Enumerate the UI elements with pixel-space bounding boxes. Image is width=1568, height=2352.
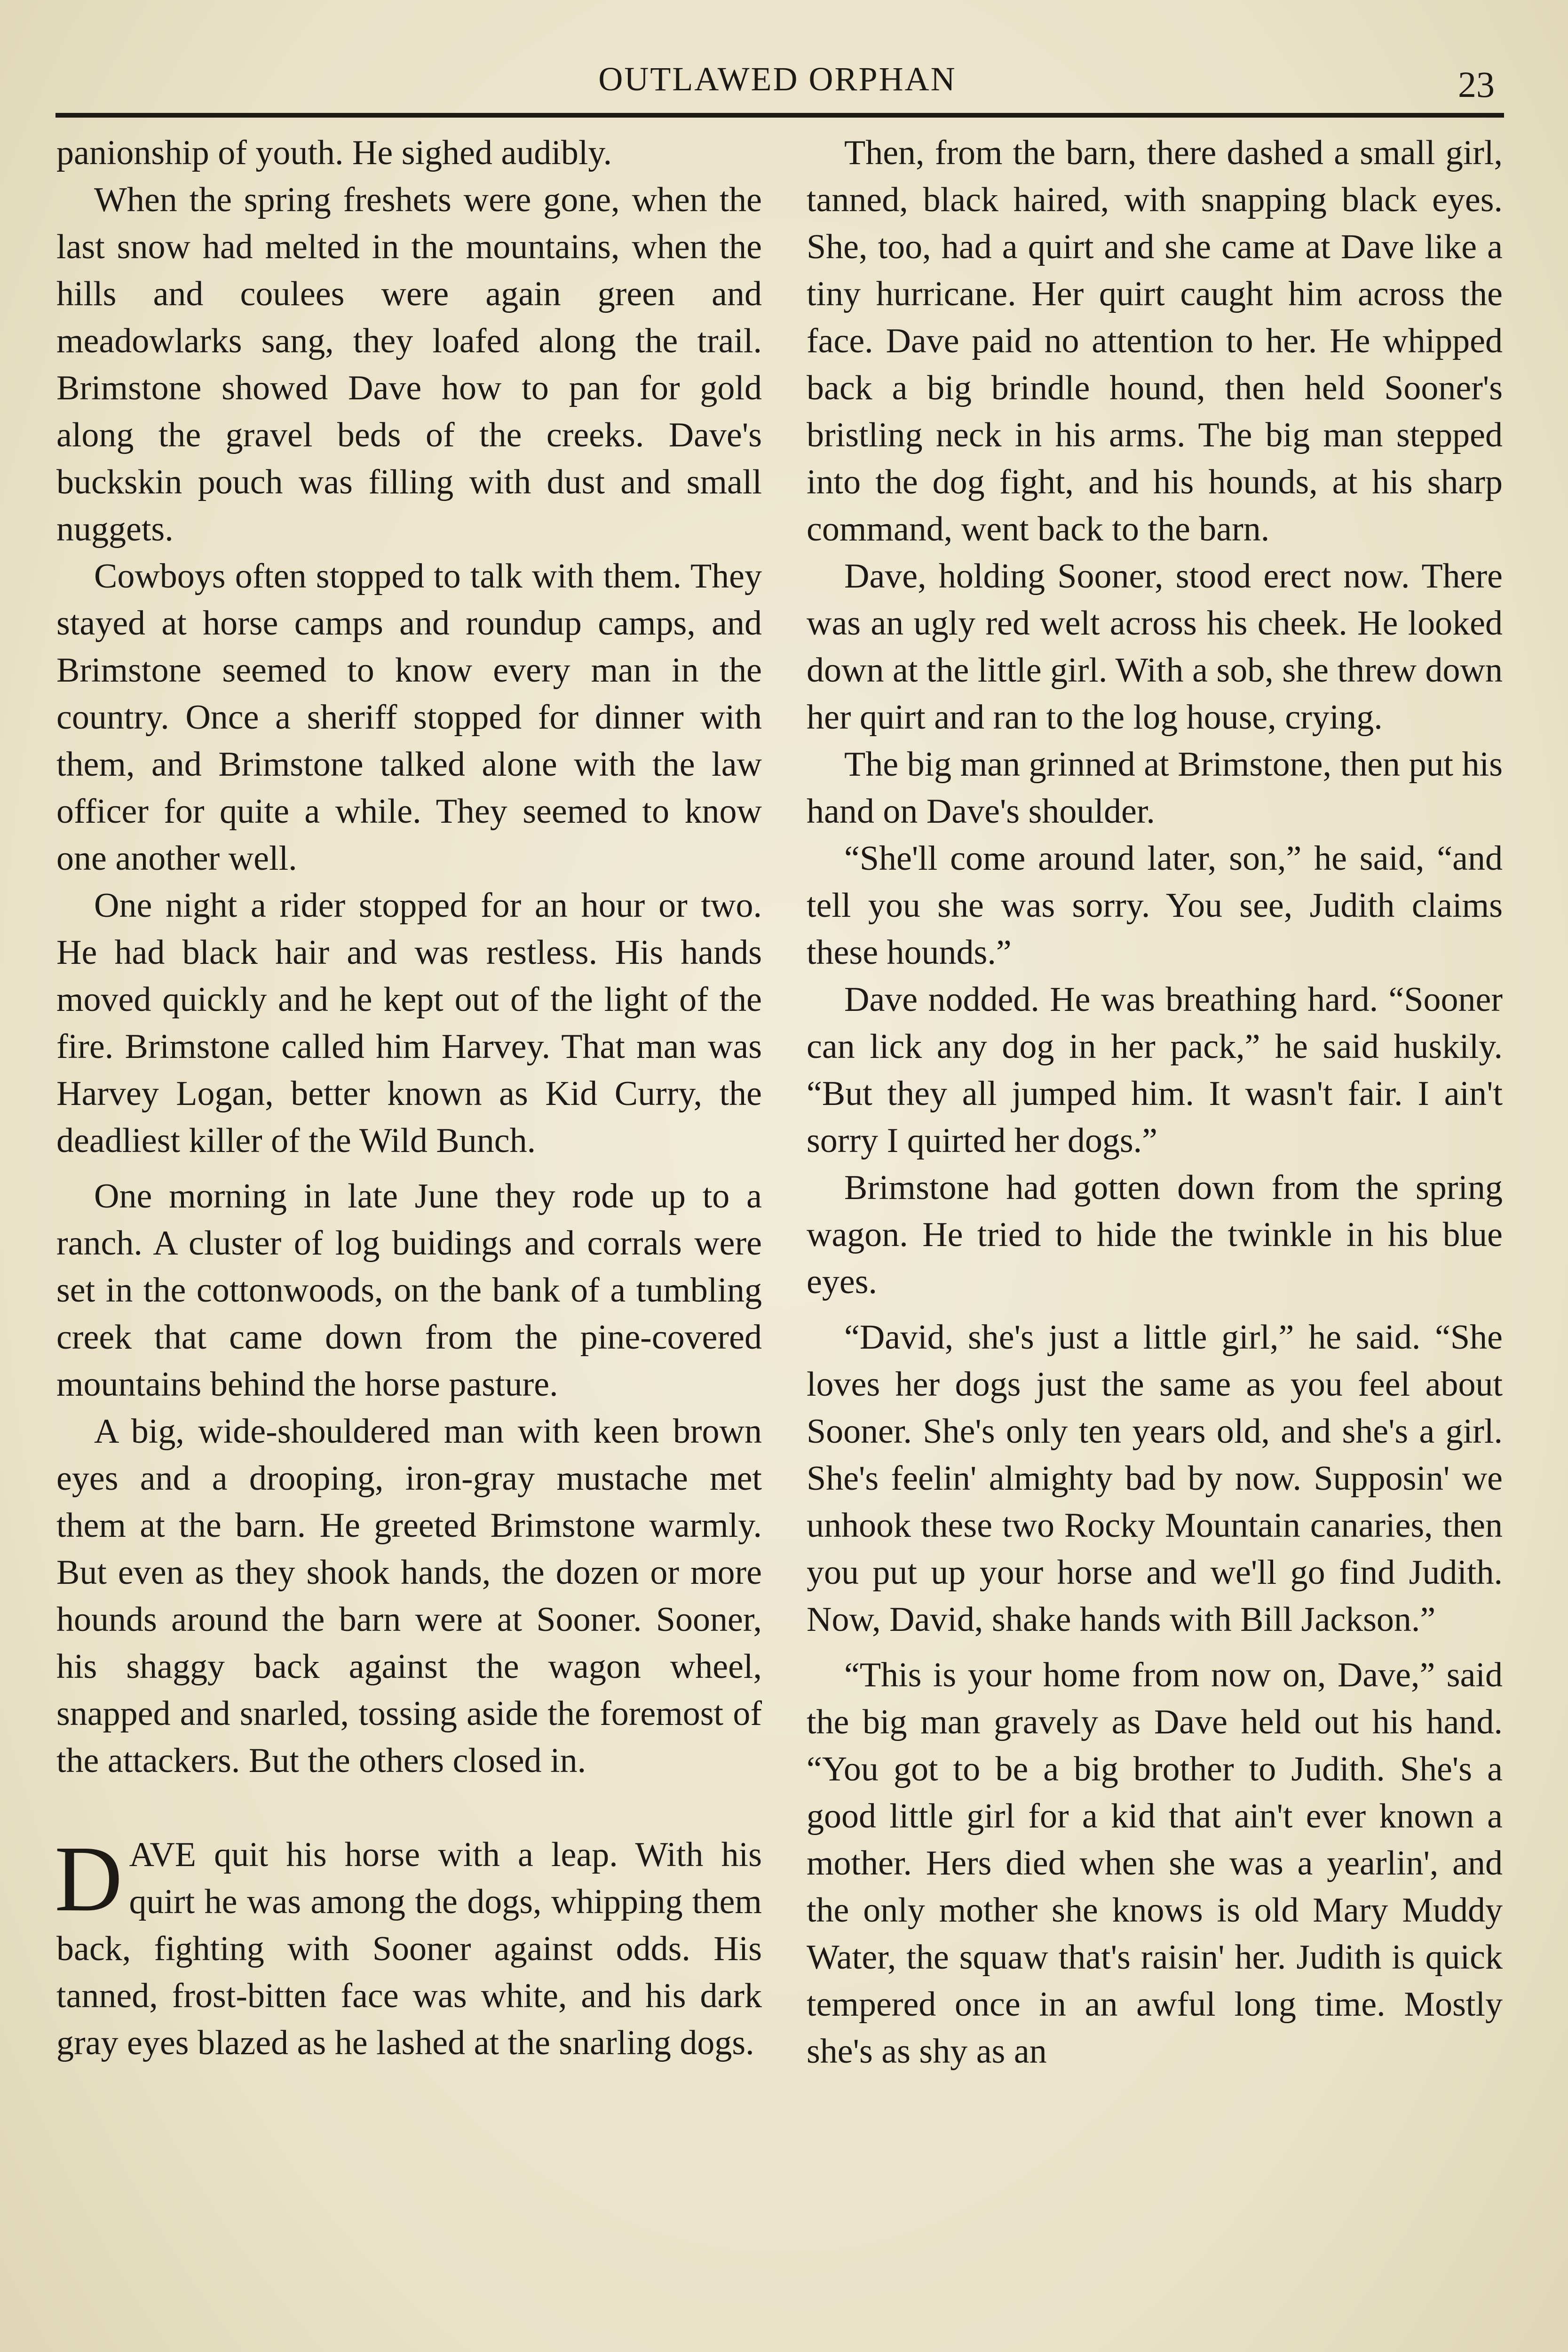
- dropcap-paragraph-text: AVE quit his horse with a leap. With his quirt he was among the dogs, whipping them back, fighting with Sooner against odds. His tanned, frost-bitten face was white, and his dark gray eyes blazed as he lashed at the snarling dogs.: [56, 1836, 762, 2062]
- paragraph: panionship of youth. He sighed audibly.: [56, 134, 612, 172]
- drop-cap: D: [55, 1827, 123, 1931]
- paragraph: Dave nodded. He was breathing hard. “Sooner can lick any dog in her pack,” he said huskily. “But they all jumped him. It wasn't fair. I ain't sorry I quirted her dogs.”: [807, 980, 1503, 1160]
- running-title: OUTLAWED ORPHAN: [598, 60, 957, 98]
- paragraph: One night a rider stopped for an hour or two. He had black hair and was restless. His hands moved quickly and he kept out of the light of the fire. Brimstone called him Harvey. That man was Harvey Logan, better known as Kid Curry, the deadliest killer of the Wild Bunch.: [56, 886, 762, 1160]
- paragraph: Cowboys often stopped to talk with them. They stayed at horse camps and roundup camps, and Brimstone seemed to know every man in the country. Once a sheriff stopped for dinner with them, and Brimstone talked alone with the law officer for quite a while. They seemed to know one another well.: [56, 557, 762, 878]
- paragraph: Then, from the barn, there dashed a small girl, tanned, black haired, with snapping black eyes. She, too, had a quirt and she came at Dave like a tiny hurricane. Her quirt caught him across the face. Dave paid no attention to her. He whipped back a big brindle hound, then held Sooner's bristling neck in his arms. The big man stepped into the dog fight, and his hounds, at his sharp command, went back to the barn.: [807, 134, 1503, 548]
- left-column: [56, 129, 762, 2066]
- paragraph: When the spring freshets were gone, when the last snow had melted in the mountains, when the hills and coulees were again green and meadowlarks sang, they loafed along the trail. Brimstone showed Dave how to pan for gold along the gravel beds of the creeks. Dave's buckskin pouch was filling with dust and small nuggets.: [56, 181, 762, 548]
- paragraph: “She'll come around later, son,” he said, “and tell you she was sorry. You see, Judith claims these hounds.”: [807, 839, 1503, 972]
- header-rule: [55, 113, 1504, 118]
- paragraph: Dave, holding Sooner, stood erect now. There was an ugly red welt across his cheek. He looked down at the little girl. With a sob, she threw down her quirt and ran to the log house, crying.: [807, 557, 1503, 737]
- page-header: [55, 54, 1499, 118]
- page-number: 23: [1458, 64, 1495, 105]
- paragraph: Brimstone had gotten down from the spring wagon. He tried to hide the twinkle in his blue eyes.: [807, 1168, 1503, 1301]
- right-column: [807, 129, 1503, 2075]
- paragraph: The big man grinned at Brimstone, then put his hand on Dave's shoulder.: [807, 745, 1503, 831]
- paragraph: “This is your home from now on, Dave,” said the big man gravely as Dave held out his hand. “You got to be a big brother to Judith. She's a good little girl for a kid that ain't ever known a mother. Hers died when she was a yearlin', and the only mother she knows is old Mary Muddy Water, the squaw that's raisin' her. Judith is quick tempered once in an awful long time. Mostly she's as shy as an: [807, 1656, 1503, 2071]
- paragraph: One morning in late June they rode up to a ranch. A cluster of log buidings and corrals were set in the cottonwoods, on the bank of a tumbling creek that came down from the pine-covered mountains behind the horse pasture.: [56, 1177, 762, 1404]
- dropcap-paragraph: [55, 1827, 762, 2066]
- paragraph: A big, wide-shouldered man with keen brown eyes and a drooping, iron-gray mustache met them at the barn. He greeted Brimstone warmly. But even as they shook hands, the dozen or more hounds around the barn were at Sooner. Sooner, his shaggy back against the wagon wheel, snapped and snarled, tossing aside the foremost of the attackers. But the others closed in.: [56, 1412, 762, 1780]
- paragraph: “David, she's just a little girl,” he said. “She loves her dogs just the same as you feel about Sooner. She's only ten years old, and she's a girl. She's feelin' almighty bad by now. Supposin' we unhook these two Rocky Mountain canaries, then you put up your horse and we'll go find Judith. Now, David, shake hands with Bill Jackson.”: [807, 1318, 1503, 1639]
